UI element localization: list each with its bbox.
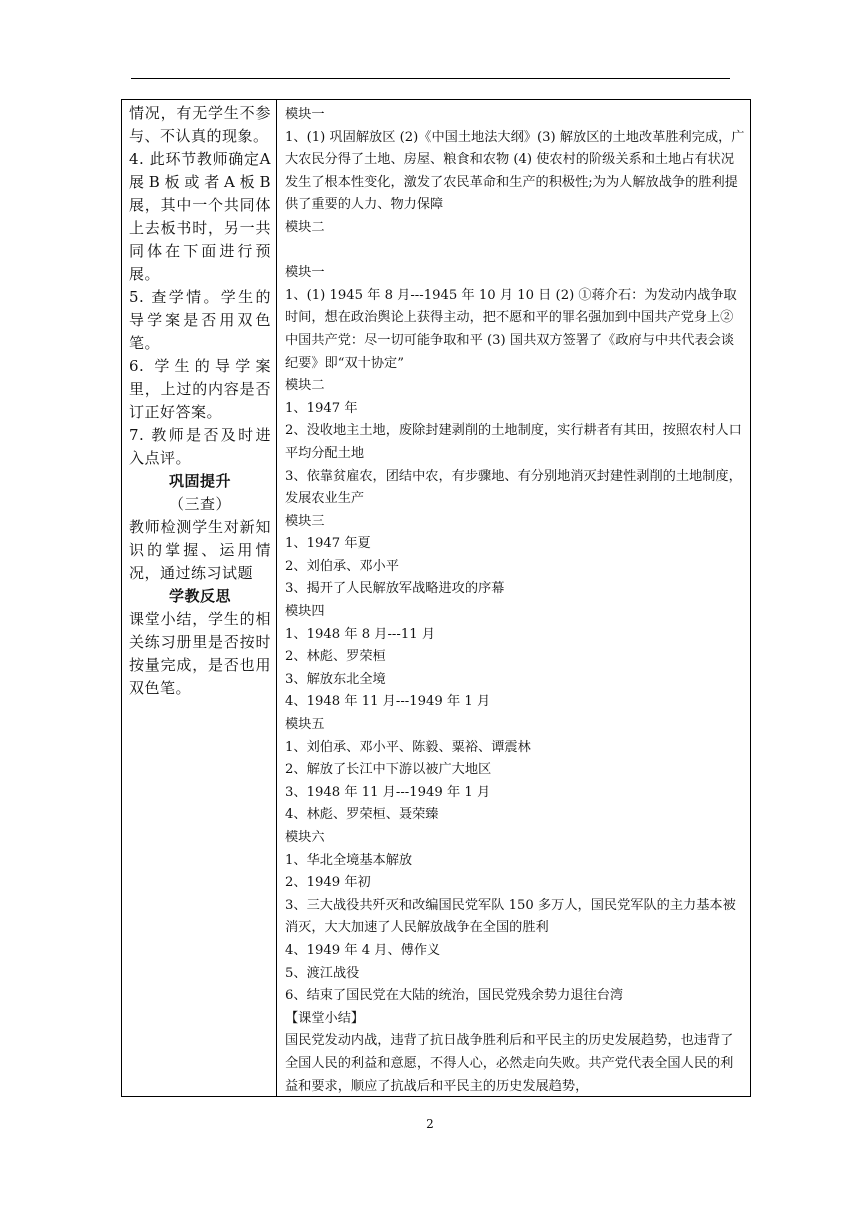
answer-line: 4、1949 年 4 月、傅作义 (285, 942, 441, 958)
answer-line: 3、三大战役共歼灭和改编国民党军队 150 多万人，国民党军队的主力基本被消灭，大大加速了人民解放战争在全国的胜利 (285, 897, 736, 936)
answer-line: 【课堂小结】 (285, 1010, 365, 1026)
teacher-notes-column (129, 102, 271, 700)
answer-line: 1、(1) 巩固解放区 (2)《中国土地法大纲》(3) 解放区的土地改革胜利完成，广大农民分得了土地、房屋、粮食和农物 (4) 使农村的阶级关系和土地占有状况发生了根本性变化，激发了农民革命和生产的积极性;为为人解放战争的胜利提供了重要的人力、物力保障 (285, 129, 745, 213)
answer-line: 4、1948 年 11 月---1949 年 1 月 (285, 694, 491, 710)
answer-line: 模块四 (285, 604, 325, 620)
answer-line: 2、林彪、罗荣桓 (285, 649, 386, 665)
answer-line: 1、华北全境基本解放 (285, 852, 413, 868)
answer-line: 国民党发动内战，违背了抗日战争胜利后和平民主的历史发展趋势，也违背了全国人民的利益和意愿，不得人心，必然走向失败。共产党代表全国人民的利益和要求，顺应了抗战后和平民主的历史发展趋势， (285, 1033, 734, 1094)
answer-line: 3、解放东北全境 (285, 671, 386, 687)
answer-line: 模块一 (285, 265, 325, 281)
answer-line: 1、(1) 1945 年 8 月---1945 年 10 月 10 日 (2) ①蒋介石：为发动内战争取时间，想在政治舆论上获得主动，把不愿和平的罪名强加到中国共产党身上②中国共产党：尽一切可能争取和平 (3) 国共双方签署了《政府与中共代表会谈纪要》即“双十协定” (285, 287, 737, 371)
lesson-plan-table (121, 99, 751, 1097)
answer-line: 1、1947 年 (285, 400, 358, 416)
answer-line: 模块六 (285, 830, 325, 845)
answer-line: 模块三 (285, 513, 325, 529)
left-paragraph: 情况，有无学生不参与、不认真的现象。 (129, 104, 271, 145)
answer-line: 1、刘伯承、邓小平、陈毅、粟裕、谭震林 (285, 739, 531, 755)
answer-line: 3、依靠贫雇农，团结中农，有步骤地、有分别地消灭封建性剥削的土地制度，发展农业生产 (285, 468, 742, 507)
answer-line: 1、1948 年 8 月---11 月 (285, 626, 436, 642)
column-divider (276, 100, 277, 1096)
answer-line: 2、解放了长江中下游以被广大地区 (285, 762, 492, 778)
left-paragraph: 6. 学生的导学案里，上过的内容是否订正好答案。 (129, 357, 271, 421)
left-paragraph: 教师检测学生对新知识的掌握、运用情况，通过练习试题 (129, 518, 271, 582)
answer-line: 模块二 (285, 219, 325, 235)
answer-line: 2、没收地主土地，废除封建剥削的土地制度，实行耕者有其田，按照农村人口平均分配土地 (285, 423, 742, 461)
section-subheading: （三查） (168, 495, 231, 513)
page-number: 2 (426, 1117, 434, 1131)
answer-line: 6、结束了国民党在大陆的统治，国民党残余势力退往台湾 (285, 988, 624, 1004)
left-paragraph: 课堂小结，学生的相关练习册里是否按时按量完成，是否也用双色笔。 (129, 610, 271, 697)
answer-line: 2、刘伯承、邓小平 (285, 558, 399, 574)
section-heading-reflection: 学教反思 (168, 587, 231, 605)
left-paragraph: 5. 查学情。学生的导学案是否用双色笔。 (129, 288, 271, 352)
answer-line: 3、1948 年 11 月---1949 年 1 月 (285, 784, 491, 800)
section-heading-consolidate: 巩固提升 (168, 472, 231, 490)
answer-line: 5、渡江战役 (285, 965, 360, 981)
answer-line: 模块一 (285, 107, 325, 122)
answer-line: 模块五 (285, 717, 325, 733)
answers-column (285, 104, 745, 1098)
left-paragraph: 7. 教师是否及时进入点评。 (129, 426, 271, 467)
answer-line: 1、1947 年夏 (285, 536, 371, 552)
answer-line: 2、1949 年初 (285, 875, 371, 891)
answer-line: 4、林彪、罗荣桓、聂荣臻 (285, 807, 439, 823)
blank-line (285, 240, 745, 263)
header-rule (131, 78, 730, 79)
left-paragraph: 4. 此环节教师确定A展B板或者A板B展，其中一个共同体上去板书时，另一共同体在下面进行预展。 (129, 150, 271, 283)
answer-line: 3、揭开了人民解放军战略进攻的序幕 (285, 581, 505, 597)
answer-line: 模块二 (285, 378, 325, 394)
